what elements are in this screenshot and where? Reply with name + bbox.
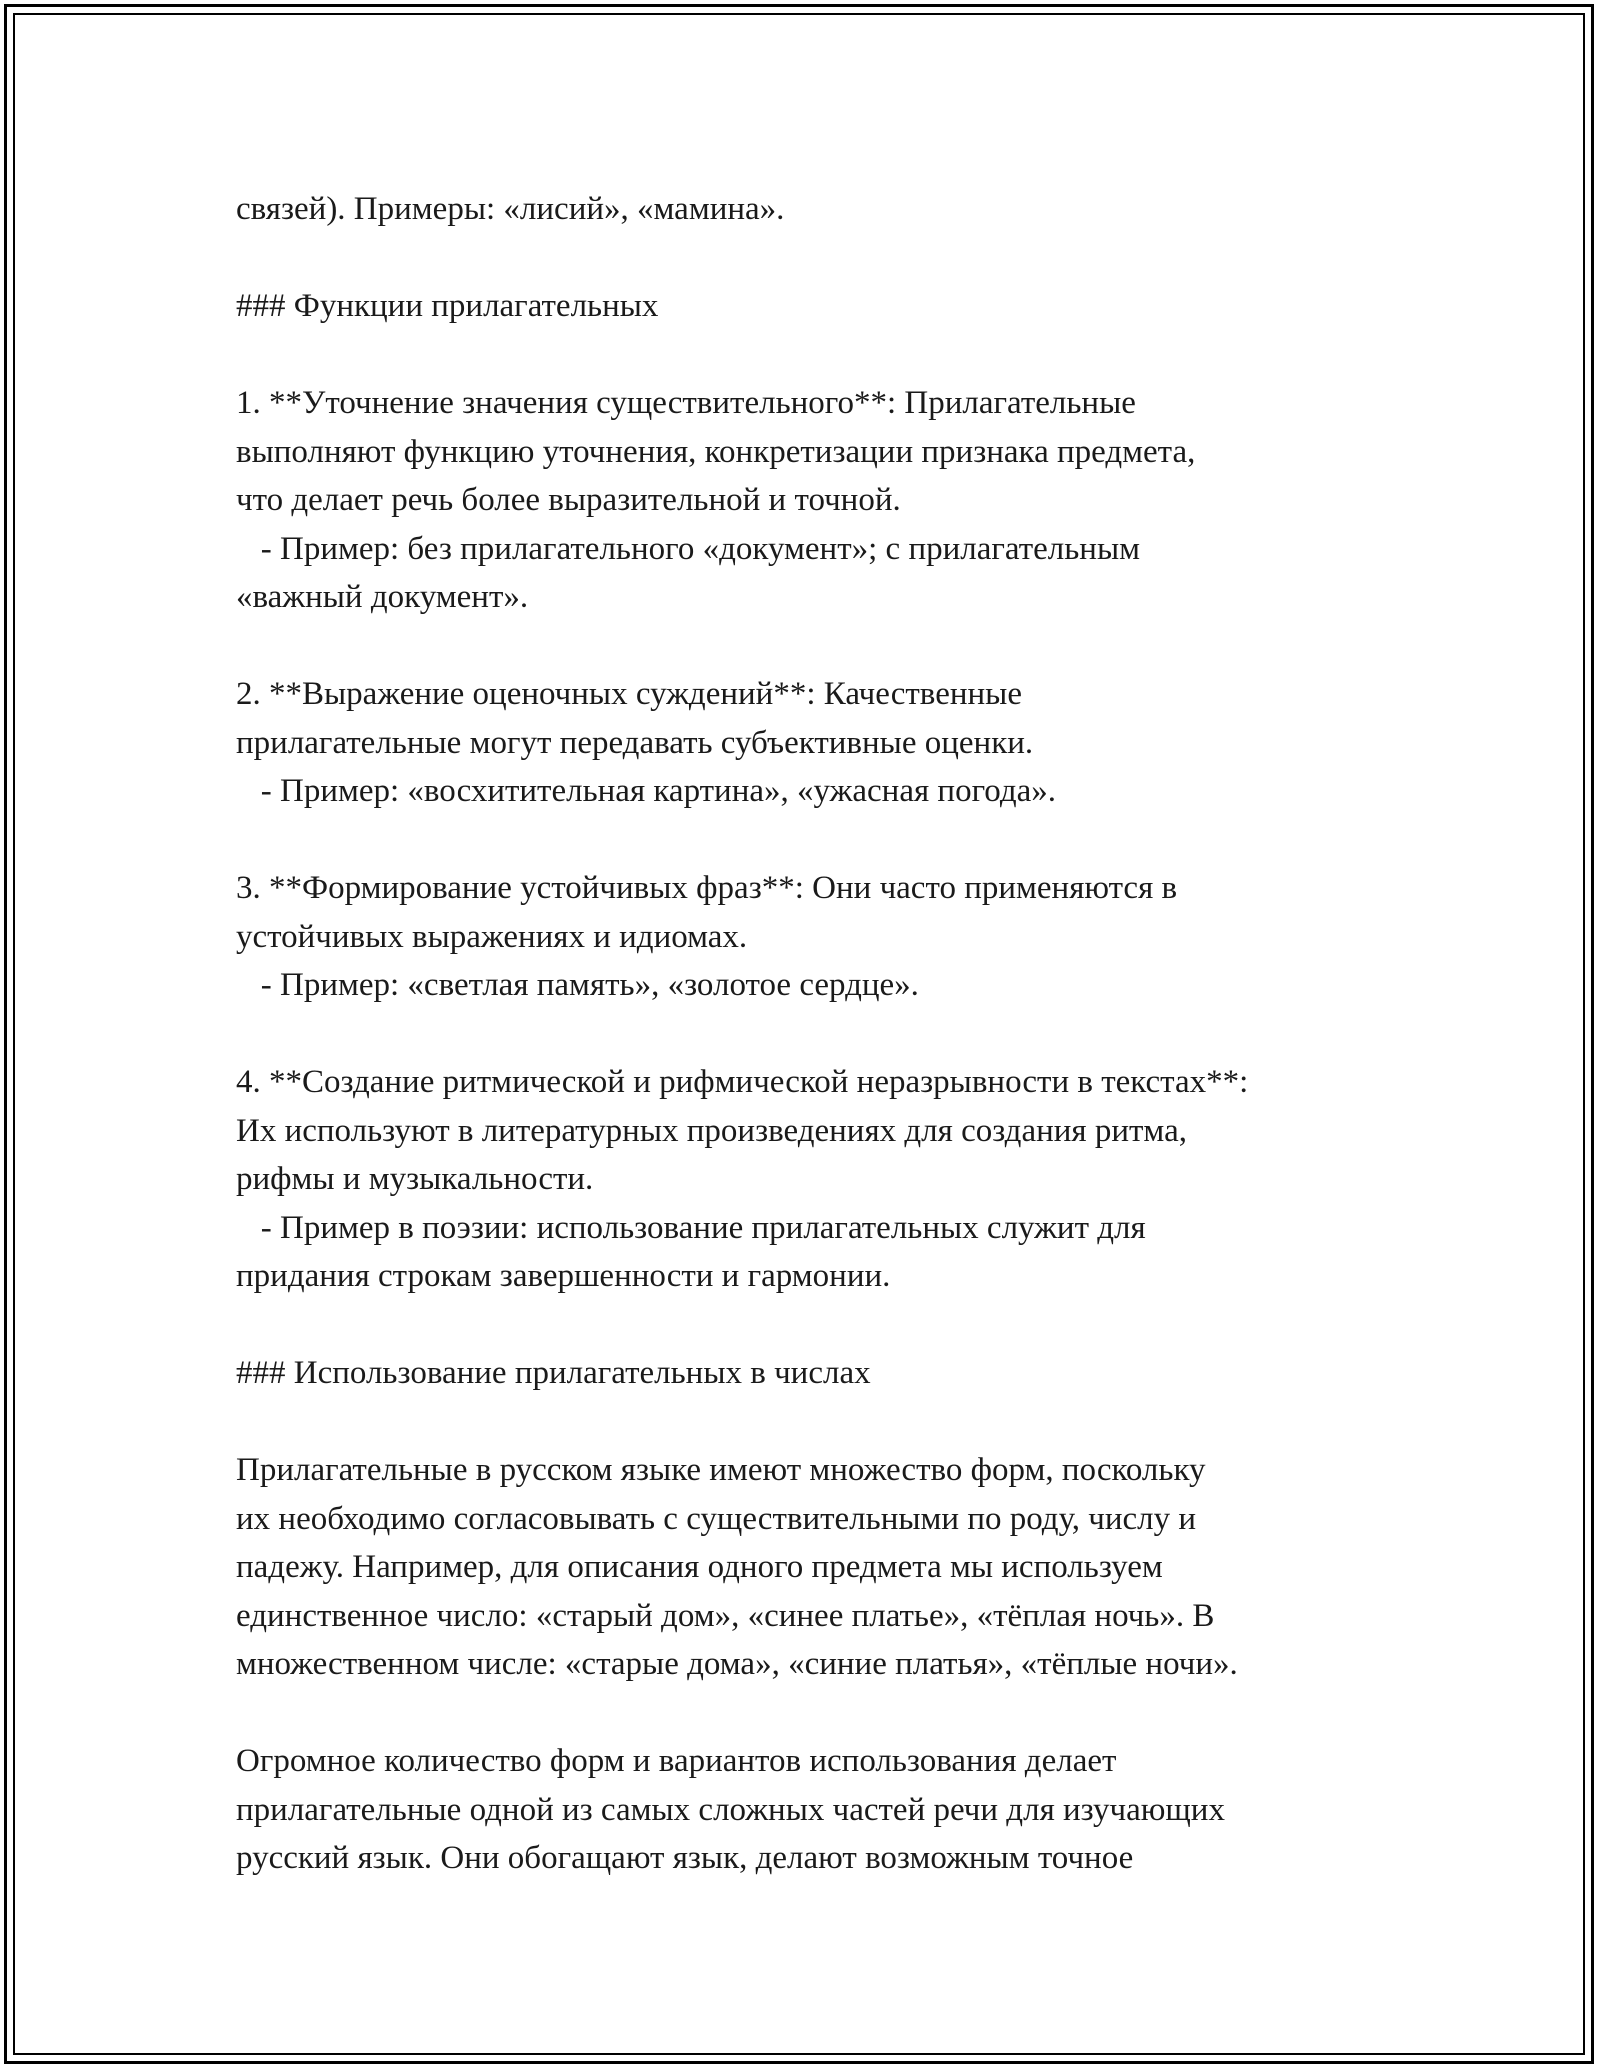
text-line: рифмы и музыкальности.	[236, 1161, 594, 1197]
text-line: - Пример: «восхитительная картина», «ужасная погода».	[236, 773, 1057, 809]
list-item-4	[236, 1058, 1376, 1301]
blank-line	[236, 816, 1376, 865]
blank-line	[236, 1398, 1376, 1447]
blank-line	[236, 1010, 1376, 1059]
blank-line	[236, 1689, 1376, 1738]
text-line: связей). Примеры: «лисий», «мамина».	[236, 191, 785, 227]
paragraph-conclusion	[236, 1737, 1376, 1883]
heading-functions	[236, 282, 1376, 331]
text-line: единственное число: «старый дом», «синее платье», «тёплая ночь». В	[236, 1597, 1215, 1634]
text-line: 1. **Уточнение значения существительного**: Прилагательные	[236, 385, 1136, 421]
list-item-3	[236, 864, 1376, 1010]
text-line: «важный документ».	[236, 579, 529, 615]
text-line: придания строкам завершенности и гармонии.	[236, 1258, 891, 1294]
text-line: 3. **Формирование устойчивых фраз**: Они часто применяются в	[236, 870, 1178, 906]
text-line: множественном числе: «старые дома», «синие платья», «тёплые ночи».	[236, 1646, 1238, 1682]
text-line: прилагательные одной из самых сложных частей речи для изучающих	[236, 1791, 1225, 1828]
heading-text: ### Использование прилагательных в числах	[236, 1355, 871, 1391]
blank-line	[236, 331, 1376, 380]
text-line: 2. **Выражение оценочных суждений**: Качественные	[236, 676, 1022, 712]
paragraph-continuation	[236, 185, 1376, 234]
text-line: выполняют функцию уточнения, конкретизации признака предмета,	[236, 433, 1196, 470]
blank-line	[236, 622, 1376, 671]
list-item-2	[236, 670, 1376, 816]
text-line: что делает речь более выразительной и точной.	[236, 482, 901, 518]
text-line: - Пример: «светлая память», «золотое сердце».	[236, 967, 919, 1003]
list-item-1	[236, 379, 1376, 622]
text-line: - Пример: без прилагательного «документ»; с прилагательным	[236, 530, 1141, 567]
heading-numbers	[236, 1349, 1376, 1398]
text-line: Их используют в литературных произведениях для создания ритма,	[236, 1112, 1187, 1149]
text-line: Огромное количество форм и вариантов использования делает	[236, 1743, 1117, 1779]
document-body	[236, 185, 1376, 1883]
text-line: Прилагательные в русском языке имеют множество форм, поскольку	[236, 1452, 1206, 1488]
text-line: русский язык. Они обогащают язык, делают возможным точное	[236, 1840, 1134, 1876]
text-line: прилагательные могут передавать субъективные оценки.	[236, 724, 1034, 761]
paragraph-forms	[236, 1446, 1376, 1689]
text-line: - Пример в поэзии: использование прилагательных служит для	[236, 1209, 1146, 1246]
text-line: их необходимо согласовывать с существительными по роду, числу и	[236, 1500, 1197, 1537]
heading-text: ### Функции прилагательных	[236, 288, 659, 324]
text-line: падежу. Например, для описания одного предмета мы используем	[236, 1549, 1163, 1585]
blank-line	[236, 1301, 1376, 1350]
blank-line	[236, 234, 1376, 283]
text-line: 4. **Создание ритмической и рифмической неразрывности в текстах**:	[236, 1064, 1249, 1100]
text-line: устойчивых выражениях и идиомах.	[236, 918, 748, 955]
